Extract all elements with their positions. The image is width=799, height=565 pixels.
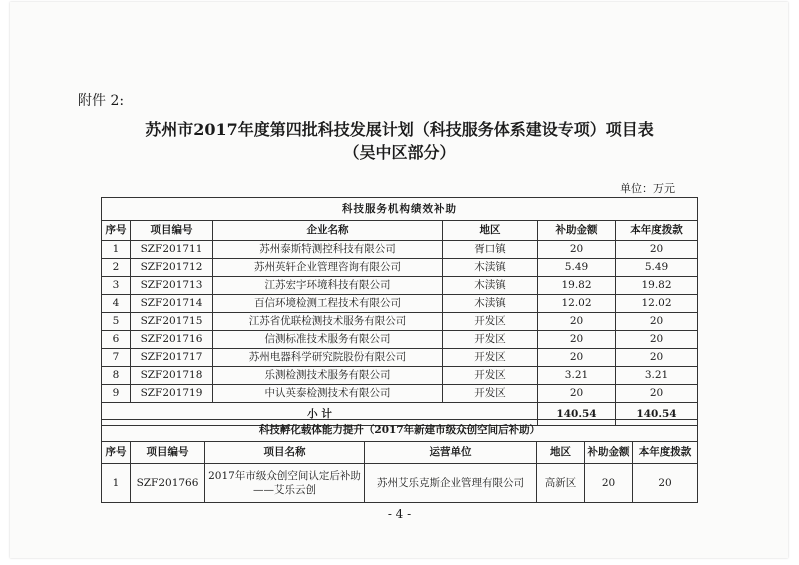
column-header: 地区: [443, 221, 538, 241]
service-section-title: 科技服务机构绩效补助: [102, 198, 698, 221]
table-cell: SZF201766: [131, 464, 205, 503]
table-cell: 高新区: [537, 464, 585, 503]
table-row: [102, 277, 698, 295]
table-cell: 6: [102, 331, 131, 349]
table-cell: 7: [102, 349, 131, 367]
table-cell: 19.82: [616, 277, 698, 295]
table-cell: 20: [538, 331, 616, 349]
table-cell: 20: [633, 464, 698, 503]
table-cell: 4: [102, 295, 131, 313]
document-subtitle: （吴中区部分）: [343, 143, 456, 162]
table-cell: SZF201718: [131, 367, 213, 385]
table-row: [102, 367, 698, 385]
table-cell: 2: [102, 259, 131, 277]
table-cell: 乐测检测技术服务有限公司: [213, 367, 443, 385]
table-row: [102, 241, 698, 259]
table-cell: 江苏省优联检测技术服务有限公司: [213, 313, 443, 331]
table-cell: 木渎镇: [443, 277, 538, 295]
table-cell: 3: [102, 277, 131, 295]
table-cell: 12.02: [538, 295, 616, 313]
table-cell: SZF201717: [131, 349, 213, 367]
table-cell: 胥口镇: [443, 241, 538, 259]
table-row: [102, 295, 698, 313]
table-cell: 苏州电器科学研究院股份有限公司: [213, 349, 443, 367]
table-cell: SZF201715: [131, 313, 213, 331]
table-cell: 3.21: [538, 367, 616, 385]
table-row: [102, 331, 698, 349]
unit-label: 单位：万元: [620, 182, 675, 195]
column-header: 运营单位: [365, 442, 537, 464]
table-cell: 20: [616, 331, 698, 349]
table-cell: 百信环境检测工程技术有限公司: [213, 295, 443, 313]
table-row: [102, 464, 698, 503]
table-cell: 苏州泰斯特测控科技有限公司: [213, 241, 443, 259]
incubator-section-title: 科技孵化载体能力提升（2017年新建市级众创空间后补助）: [102, 420, 698, 442]
table-cell: 19.82: [538, 277, 616, 295]
table-cell: 20: [538, 313, 616, 331]
column-header: 序号: [102, 221, 131, 241]
column-header: 项目名称: [205, 442, 365, 464]
incubator-table: [101, 419, 698, 503]
table-cell: 20: [538, 241, 616, 259]
table-cell: 开发区: [443, 331, 538, 349]
attachment-label: 附件 2:: [78, 93, 125, 109]
service-institution-table: [101, 197, 698, 426]
table-cell: 20: [616, 241, 698, 259]
table-cell: 8: [102, 367, 131, 385]
subtotal-label: 小 计: [102, 403, 538, 426]
table-cell: 20: [585, 464, 633, 503]
table-cell: 5.49: [538, 259, 616, 277]
table-cell: SZF201719: [131, 385, 213, 403]
column-header: 企业名称: [213, 221, 443, 241]
table-cell: 9: [102, 385, 131, 403]
column-header: 地区: [537, 442, 585, 464]
column-header: 项目编号: [131, 221, 213, 241]
table-cell: 5.49: [616, 259, 698, 277]
table-cell: 5: [102, 313, 131, 331]
table-cell: 江苏宏宇环境科技有限公司: [213, 277, 443, 295]
table-row: [102, 349, 698, 367]
table-cell: SZF201711: [131, 241, 213, 259]
table-cell: 中认英泰检测技术有限公司: [213, 385, 443, 403]
table-cell: 20: [616, 349, 698, 367]
table-cell: 开发区: [443, 349, 538, 367]
table-cell: 开发区: [443, 313, 538, 331]
table-row: [102, 259, 698, 277]
column-header: 序号: [102, 442, 131, 464]
subtotal-allocation: 140.54: [616, 403, 698, 426]
column-header: 本年度拨款: [616, 221, 698, 241]
subtotal-amount: 140.54: [538, 403, 616, 426]
page-number: - 4 -: [387, 507, 412, 521]
table-row: [102, 385, 698, 403]
table-cell: SZF201716: [131, 331, 213, 349]
table-cell: 1: [102, 241, 131, 259]
column-header: 项目编号: [131, 442, 205, 464]
table-cell: 木渎镇: [443, 259, 538, 277]
table-cell: SZF201713: [131, 277, 213, 295]
table-cell: 20: [616, 313, 698, 331]
table-row: [102, 313, 698, 331]
table-cell: 苏州艾乐克斯企业管理有限公司: [365, 464, 537, 503]
table-cell: SZF201714: [131, 295, 213, 313]
table-cell: 20: [616, 385, 698, 403]
table-cell: 开发区: [443, 385, 538, 403]
table-cell: 1: [102, 464, 131, 503]
table-cell: 20: [538, 385, 616, 403]
table-cell: 12.02: [616, 295, 698, 313]
document-title: 苏州市2017年度第四批科技发展计划（科技服务体系建设专项）项目表: [145, 120, 654, 139]
table-cell: 信测标准技术服务有限公司: [213, 331, 443, 349]
table-cell: 20: [538, 349, 616, 367]
table-cell: 2017年市级众创空间认定后补助——艾乐云创: [205, 464, 365, 503]
table-cell: 3.21: [616, 367, 698, 385]
table-cell: 开发区: [443, 367, 538, 385]
column-header: 补助金额: [585, 442, 633, 464]
table-cell: SZF201712: [131, 259, 213, 277]
column-header: 本年度拨款: [633, 442, 698, 464]
table-cell: 木渎镇: [443, 295, 538, 313]
table-cell: 苏州英轩企业管理咨询有限公司: [213, 259, 443, 277]
column-header: 补助金额: [538, 221, 616, 241]
